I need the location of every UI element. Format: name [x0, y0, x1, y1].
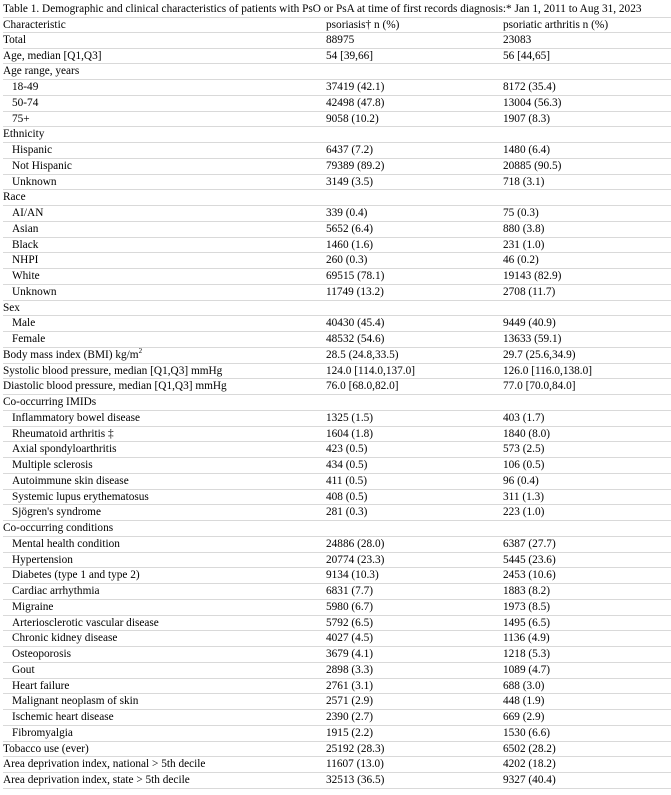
label-superscript: 2 [138, 347, 143, 355]
psoriatic-arthritis-value: 311 (1.3) [503, 490, 544, 503]
psoriasis-value: 1325 (1.5) [326, 411, 374, 424]
psoriatic-arthritis-value [503, 190, 671, 205]
psoriatic-arthritis-value [503, 395, 671, 410]
row-label-text: Area deprivation index, state > 5th decile [3, 774, 190, 786]
psoriasis-value: 2390 (2.7) [326, 711, 374, 723]
row-label [3, 395, 326, 410]
psoriasis-value: 1604 (1.8) [326, 427, 374, 440]
row-label-text: Migraine [12, 600, 54, 613]
psoriatic-arthritis-value: 1973 (8.5) [503, 600, 551, 613]
psoriatic-arthritis-value: 231 (1.0) [503, 238, 545, 251]
psoriasis-value: 434 (0.5) [326, 459, 368, 471]
row-label [3, 143, 326, 158]
table-row [3, 159, 671, 175]
psoriasis-value [326, 127, 503, 142]
table-row [3, 127, 671, 143]
row-label [3, 631, 326, 646]
row-label [3, 80, 326, 95]
psoriatic-arthritis-value: 6502 (28.2) [503, 742, 556, 755]
table-row [3, 222, 671, 238]
row-label-text: Black [12, 238, 39, 251]
table-row [3, 206, 671, 222]
row-label-text: Male [12, 317, 36, 330]
table-caption: Table 1. Demographic and clinical characteristics of patients with PsO or PsA at time of first records diagnosis:* Jan 1, 2011 to Aug 31, 2023 [3, 3, 642, 15]
row-label-text: Systolic blood pressure, median [Q1,Q3] mmHg [3, 364, 223, 377]
row-label-text: Hypertension [12, 553, 73, 566]
row-label [3, 616, 326, 631]
row-label [3, 726, 326, 741]
row-label-text: Osteoporosis [12, 648, 71, 660]
psoriasis-value [326, 64, 503, 79]
row-label-text: Race [3, 191, 26, 204]
row-label-text: 75+ [12, 112, 30, 125]
psoriasis-value: 9058 (10.2) [326, 112, 379, 125]
row-label [3, 474, 326, 489]
psoriasis-value: 69515 (78.1) [326, 270, 385, 282]
psoriatic-arthritis-value: 1480 (6.4) [503, 144, 551, 156]
table-row [3, 474, 671, 490]
psoriasis-value: 20774 (23.3) [326, 553, 385, 566]
psoriatic-arthritis-value: 718 (3.1) [503, 175, 545, 188]
psoriasis-value: 11607 (13.0) [326, 758, 384, 771]
table-row [3, 301, 671, 317]
row-label-text: White [12, 270, 40, 282]
table-row [3, 663, 671, 679]
psoriasis-value: 1915 (2.2) [326, 726, 374, 739]
row-label [3, 757, 326, 772]
psoriasis-value: 40430 (45.4) [326, 317, 385, 330]
psoriasis-value [326, 190, 503, 205]
row-label [3, 710, 326, 725]
psoriasis-value [326, 301, 503, 316]
row-label [3, 175, 326, 190]
row-label [3, 222, 326, 237]
row-label-text: Mental health condition [12, 537, 120, 550]
row-label-text: Sjögren's syndrome [12, 506, 101, 519]
psoriatic-arthritis-value: 688 (3.0) [503, 679, 545, 692]
table-row [3, 710, 671, 726]
row-label-text: Axial spondyloarthritis [12, 443, 117, 456]
psoriatic-arthritis-value [503, 64, 671, 79]
table-row [3, 33, 671, 49]
psoriatic-arthritis-value [503, 521, 671, 536]
psoriasis-value: 411 (0.5) [326, 474, 367, 487]
psoriatic-arthritis-value: 669 (2.9) [503, 711, 545, 723]
row-label [3, 679, 326, 694]
row-label [3, 112, 326, 127]
row-label [3, 301, 326, 316]
table-row [3, 427, 671, 443]
row-label-text: Characteristic [3, 19, 66, 31]
row-label-text: 18-49 [12, 81, 39, 93]
psoriatic-arthritis-value: 77.0 [70.0,84.0] [503, 380, 576, 393]
table-row [3, 773, 671, 789]
row-label [3, 348, 326, 363]
psoriatic-arthritis-value: 19143 (82.9) [503, 270, 562, 282]
psoriasis-value: 3149 (3.5) [326, 175, 374, 188]
psoriasis-value: 79389 (89.2) [326, 159, 385, 172]
row-label [3, 568, 326, 583]
row-label-text: Total [3, 33, 27, 46]
row-label [3, 190, 326, 205]
row-label-text: 50-74 [12, 96, 39, 109]
table-row [3, 348, 671, 364]
psoriasis-value: 76.0 [68.0,82.0] [326, 380, 399, 393]
table-row [3, 175, 671, 191]
psoriatic-arthritis-value: 1530 (6.6) [503, 726, 551, 739]
row-label-text: Multiple sclerosis [12, 459, 93, 471]
row-label [3, 127, 326, 142]
psoriatic-arthritis-value: 75 (0.3) [503, 207, 539, 219]
psoriasis-value: 260 (0.3) [326, 254, 368, 267]
psoriatic-arthritis-value: 13004 (56.3) [503, 96, 562, 109]
psoriasis-value: 54 [39,66] [326, 49, 374, 62]
row-label-text: NHPI [12, 254, 39, 267]
row-label [3, 379, 326, 394]
table-row [3, 600, 671, 616]
row-label-text: Gout [12, 663, 35, 676]
row-label-text: Age, median [Q1,Q3] [3, 49, 102, 62]
psoriasis-value: 2898 (3.3) [326, 663, 374, 676]
row-label [3, 96, 326, 111]
row-label-text: Tobacco use (ever) [3, 742, 89, 755]
psoriasis-value: 42498 (47.8) [326, 96, 385, 109]
psoriatic-arthritis-value [503, 301, 671, 316]
row-label [3, 332, 326, 347]
psoriatic-arthritis-value: 56 [44,65] [503, 49, 551, 62]
row-label [3, 159, 326, 174]
table-row [3, 647, 671, 663]
table-row [3, 631, 671, 647]
row-label [3, 490, 326, 505]
row-label-text: Systemic lupus erythematosus [12, 490, 149, 503]
table-row [3, 364, 671, 380]
psoriasis-value: 48532 (54.6) [326, 333, 385, 345]
table-row [3, 490, 671, 506]
psoriatic-arthritis-value: 1218 (5.3) [503, 648, 551, 660]
table-row [3, 726, 671, 742]
table-row [3, 505, 671, 521]
row-label [3, 442, 326, 457]
psoriatic-arthritis-value: 20885 (90.5) [503, 159, 562, 172]
table-row [3, 64, 671, 80]
row-label [3, 694, 326, 709]
psoriatic-arthritis-value [503, 127, 671, 142]
row-label [3, 411, 326, 426]
row-label-text: Arteriosclerotic vascular disease [12, 616, 159, 629]
table-row [3, 742, 671, 758]
row-label-text: Fibromyalgia [12, 726, 73, 739]
row-label [3, 64, 326, 79]
psoriasis-value: 281 (0.3) [326, 506, 368, 519]
table-row [3, 458, 671, 474]
psoriatic-arthritis-value: 2453 (10.6) [503, 569, 556, 582]
table-row [3, 584, 671, 600]
row-label [3, 269, 326, 284]
psoriatic-arthritis-value: 1883 (8.2) [503, 585, 551, 597]
table-row [3, 568, 671, 584]
psoriatic-arthritis-value: 46 (0.2) [503, 254, 539, 267]
psoriasis-value: 37419 (42.1) [326, 81, 385, 93]
psoriatic-arthritis-value: 9449 (40.9) [503, 317, 556, 330]
table-row [3, 112, 671, 128]
psoriatic-arthritis-value: 13633 (59.1) [503, 333, 562, 345]
row-label-text: Unknown [12, 175, 57, 188]
psoriasis-value: 339 (0.4) [326, 207, 368, 219]
row-label [3, 773, 326, 788]
table-row [3, 616, 671, 632]
psoriatic-arthritis-value: 1136 (4.9) [503, 632, 550, 645]
table-row [3, 395, 671, 411]
row-label-text: Area deprivation index, national > 5th decile [3, 758, 206, 771]
row-label [3, 663, 326, 678]
row-label [3, 553, 326, 568]
psoriasis-value: 5792 (6.5) [326, 616, 374, 629]
row-label [3, 647, 326, 662]
row-label [3, 505, 326, 520]
row-label [3, 364, 326, 379]
psoriatic-arthritis-value: 880 (3.8) [503, 222, 545, 235]
row-label-text: Ethnicity [3, 128, 45, 141]
psoriatic-arthritis-value: 96 (0.4) [503, 474, 539, 487]
header-characteristic [3, 18, 326, 32]
row-label [3, 33, 326, 48]
row-label [3, 49, 326, 64]
row-label-text: Ischemic heart disease [12, 711, 114, 723]
psoriatic-arthritis-value: 403 (1.7) [503, 411, 545, 424]
table-row [3, 269, 671, 285]
row-label-text: Unknown [12, 285, 57, 298]
psoriasis-value: 88975 [326, 33, 355, 46]
psoriatic-arthritis-value: 6387 (27.7) [503, 537, 556, 550]
row-label-text: Not Hispanic [12, 159, 72, 172]
row-label [3, 427, 326, 442]
psoriatic-arthritis-value: 126.0 [116.0,138.0] [503, 364, 593, 377]
psoriasis-value: 2571 (2.9) [326, 695, 374, 708]
row-label-text: Chronic kidney disease [12, 632, 118, 645]
psoriasis-value: 1460 (1.6) [326, 238, 374, 251]
psoriatic-arthritis-value: 573 (2.5) [503, 443, 545, 456]
psoriatic-arthritis-value: 4202 (18.2) [503, 758, 556, 771]
table-row [3, 143, 671, 159]
row-label [3, 238, 326, 253]
psoriasis-value: 11749 (13.2) [326, 285, 384, 298]
row-label-text: AI/AN [12, 207, 44, 219]
row-label-text: Body mass index (BMI) kg/m [3, 348, 139, 361]
header-psoriatic-arthritis: psoriatic arthritis n (%) [503, 19, 609, 31]
psoriasis-value: 408 (0.5) [326, 490, 368, 503]
psoriasis-value: 2761 (3.1) [326, 679, 374, 692]
row-label-text: Age range, years [3, 65, 80, 78]
characteristics-table [3, 17, 671, 789]
psoriasis-value: 4027 (4.5) [326, 632, 374, 645]
psoriatic-arthritis-value: 23083 [503, 33, 532, 46]
psoriatic-arthritis-value: 5445 (23.6) [503, 553, 556, 566]
row-label-text: Autoimmune skin disease [12, 474, 129, 487]
psoriasis-value: 24886 (28.0) [326, 537, 385, 550]
psoriasis-value: 5652 (6.4) [326, 222, 374, 235]
row-label-text: Asian [12, 222, 39, 235]
psoriasis-value: 3679 (4.1) [326, 648, 374, 660]
table-row [3, 521, 671, 537]
psoriatic-arthritis-value: 1089 (4.7) [503, 663, 551, 676]
psoriatic-arthritis-value: 8172 (35.4) [503, 81, 556, 93]
row-label-text: Co-occurring IMIDs [3, 396, 97, 408]
psoriasis-value: 6831 (7.7) [326, 585, 374, 597]
psoriasis-value: 32513 (36.5) [326, 774, 385, 786]
table-row [3, 694, 671, 710]
table-row [3, 553, 671, 569]
psoriatic-arthritis-value: 29.7 (25.6,34.9) [503, 348, 576, 361]
table-row [3, 679, 671, 695]
psoriasis-value [326, 395, 503, 410]
psoriasis-value: 5980 (6.7) [326, 600, 374, 613]
psoriasis-value: 423 (0.5) [326, 443, 368, 456]
table-row [3, 316, 671, 332]
row-label-text: Hispanic [12, 144, 53, 156]
row-label [3, 253, 326, 268]
table-header-row [3, 17, 671, 33]
row-label [3, 285, 326, 300]
row-label [3, 537, 326, 552]
psoriatic-arthritis-value: 1840 (8.0) [503, 427, 551, 440]
header-psoriasis: psoriasis† n (%) [326, 19, 400, 31]
table-row [3, 49, 671, 65]
table-row [3, 332, 671, 348]
psoriasis-value: 28.5 (24.8,33.5) [326, 348, 399, 361]
table-row [3, 80, 671, 96]
table-row [3, 411, 671, 427]
table-row [3, 379, 671, 395]
table-row [3, 96, 671, 112]
row-label-text: Diastolic blood pressure, median [Q1,Q3] mmHg [3, 380, 227, 393]
psoriasis-value: 25192 (28.3) [326, 742, 385, 755]
psoriatic-arthritis-value: 223 (1.0) [503, 506, 545, 519]
psoriasis-value: 6437 (7.2) [326, 144, 374, 156]
psoriatic-arthritis-value: 106 (0.5) [503, 459, 545, 471]
row-label [3, 206, 326, 221]
table-row [3, 190, 671, 206]
row-label-text: Female [12, 333, 46, 345]
table-row [3, 757, 671, 773]
row-label [3, 742, 326, 757]
psoriasis-value: 9134 (10.3) [326, 569, 379, 582]
row-label-text: Heart failure [12, 679, 70, 692]
psoriatic-arthritis-value: 1907 (8.3) [503, 112, 551, 125]
row-label-text: Inflammatory bowel disease [12, 411, 140, 424]
row-label [3, 316, 326, 331]
table-row [3, 238, 671, 254]
row-label-text: Diabetes (type 1 and type 2) [12, 569, 140, 582]
table-row [3, 537, 671, 553]
psoriatic-arthritis-value: 2708 (11.7) [503, 285, 556, 298]
table-row [3, 253, 671, 269]
row-label-text: Rheumatoid arthritis ‡ [12, 427, 114, 440]
psoriatic-arthritis-value: 1495 (6.5) [503, 616, 551, 629]
row-label-text: Cardiac arrhythmia [12, 585, 100, 597]
row-label-text: Sex [3, 301, 20, 314]
psoriatic-arthritis-value: 448 (1.9) [503, 695, 545, 708]
row-label [3, 584, 326, 599]
table-row [3, 442, 671, 458]
table-row [3, 285, 671, 301]
row-label-text: Malignant neoplasm of skin [12, 695, 139, 708]
psoriasis-value [326, 521, 503, 536]
psoriasis-value: 124.0 [114.0,137.0] [326, 364, 416, 377]
row-label [3, 458, 326, 473]
row-label [3, 521, 326, 536]
row-label [3, 600, 326, 615]
psoriatic-arthritis-value: 9327 (40.4) [503, 774, 556, 786]
row-label-text: Co-occurring conditions [3, 522, 114, 534]
